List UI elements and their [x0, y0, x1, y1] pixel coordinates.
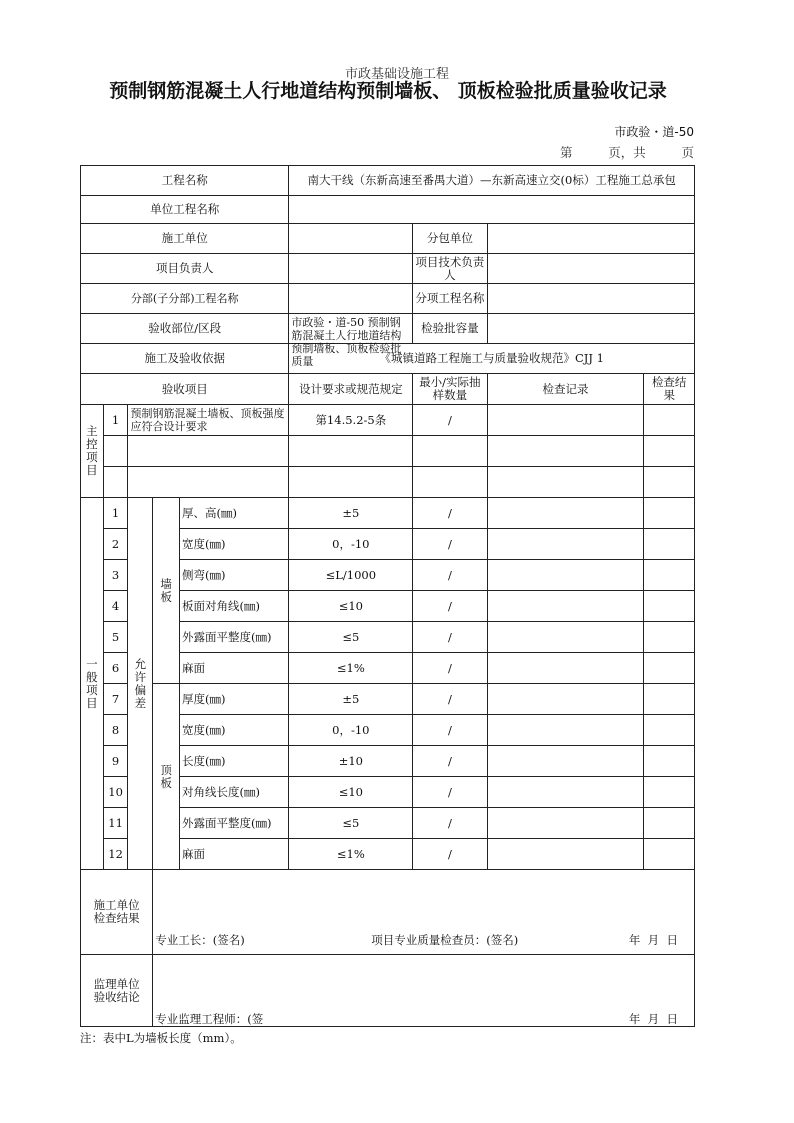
main-item-result[interactable]	[644, 405, 695, 436]
general-item-sample: /	[413, 808, 487, 839]
row-column-headers	[81, 374, 695, 405]
general-row-1	[81, 498, 695, 529]
general-item-sample: /	[413, 560, 487, 591]
basis-label: 施工及验收依据	[81, 344, 289, 374]
contractor-value[interactable]	[289, 224, 413, 254]
main-row-1	[81, 405, 695, 436]
main-item-no: 1	[103, 405, 128, 436]
row-unit-project	[81, 196, 695, 224]
row-contractor	[81, 224, 695, 254]
general-item-result[interactable]	[644, 808, 695, 839]
col-sample: 最小/实际抽样数量	[413, 374, 487, 405]
page-ye-gong: 页，共	[608, 145, 646, 160]
general-item-record[interactable]	[487, 839, 644, 870]
roof-panel-label	[153, 684, 180, 870]
location-value-text: 市政验・道-50 预制钢筋混凝土人行地道结构预制墙板、顶板检验批质量	[291, 315, 402, 368]
location-label: 验收部位/区段	[81, 314, 289, 344]
main-item-sample: /	[413, 405, 487, 436]
location-value	[289, 314, 413, 368]
general-item-result[interactable]	[644, 746, 695, 777]
general-item-no: 1	[103, 498, 128, 529]
general-item-name: 麻面	[180, 839, 289, 870]
row-subdivision	[81, 284, 695, 314]
general-item-spec: ±5	[289, 684, 413, 715]
general-item-record[interactable]	[487, 777, 644, 808]
general-item-no: 7	[103, 684, 128, 715]
subcontractor-label: 分包单位	[413, 224, 487, 254]
supervisor-area[interactable]	[153, 955, 695, 1027]
main-item-spec: 第14.5.2-5条	[289, 405, 413, 436]
contractor-check-text: 施工单位检查结果	[93, 898, 140, 925]
project-name-value: 南大干线（东新高速至番禺大道）—东新高速立交(0标）工程施工总承包	[289, 166, 695, 196]
general-item-spec: ≤5	[289, 622, 413, 653]
general-item-sample: /	[413, 746, 487, 777]
general-item-result[interactable]	[644, 653, 695, 684]
general-item-sample: /	[413, 622, 487, 653]
general-item-sample: /	[413, 653, 487, 684]
supervisor-label	[81, 955, 153, 1027]
allow-deviation-text: 允许偏差	[134, 656, 147, 710]
wall-panel-label	[153, 498, 180, 684]
unit-project-label: 单位工程名称	[81, 196, 289, 224]
contractor-check-label	[81, 870, 153, 955]
capacity-value[interactable]	[487, 314, 694, 344]
general-item-record[interactable]	[487, 715, 644, 746]
supervisor-date: 年 月 日	[628, 1012, 678, 1026]
main-row-2	[81, 436, 695, 467]
general-item-spec: 0，-10	[289, 715, 413, 746]
col-item: 验收项目	[81, 374, 289, 405]
general-item-no: 5	[103, 622, 128, 653]
general-item-no: 3	[103, 560, 128, 591]
row-supervisor	[81, 955, 695, 1027]
general-item-no: 8	[103, 715, 128, 746]
wall-panel-text: 墙板	[160, 576, 172, 604]
general-item-spec: 0，-10	[289, 529, 413, 560]
general-item-sample: /	[413, 777, 487, 808]
general-item-record[interactable]	[487, 622, 644, 653]
general-item-sample: /	[413, 529, 487, 560]
general-item-record[interactable]	[487, 808, 644, 839]
general-item-name: 宽度(㎜)	[180, 529, 289, 560]
supervisor-engineer-signature: 专业监理工程师：(签	[155, 1012, 264, 1026]
general-item-name: 对角线长度(㎜)	[180, 777, 289, 808]
quality-inspector-signature: 项目专业质量检查员：(签名)	[371, 933, 519, 947]
general-item-no: 10	[103, 777, 128, 808]
col-record: 检查记录	[487, 374, 644, 405]
page-di: 第	[560, 145, 573, 160]
general-item-no: 12	[103, 839, 128, 870]
subcontractor-value[interactable]	[487, 224, 694, 254]
main-item-name: 预制钢筋混凝土墙板、顶板强度应符合设计要求	[128, 405, 289, 436]
general-item-name: 厚度(㎜)	[180, 684, 289, 715]
inspection-table	[80, 165, 695, 1027]
general-item-name: 外露面平整度(㎜)	[180, 622, 289, 653]
general-item-result[interactable]	[644, 622, 695, 653]
basis-value: 《城镇道路工程施工与质量验收规范》CJJ 1	[289, 344, 695, 374]
row-managers	[81, 254, 695, 284]
general-item-record[interactable]	[487, 746, 644, 777]
general-label-text: 一般项目	[86, 656, 98, 710]
project-name-label: 工程名称	[81, 166, 289, 196]
col-result: 检查结果	[644, 374, 695, 405]
general-item-record[interactable]	[487, 591, 644, 622]
general-item-spec: ≤5	[289, 808, 413, 839]
general-item-spec: ±10	[289, 746, 413, 777]
general-item-name: 长度(㎜)	[180, 746, 289, 777]
general-item-no: 2	[103, 529, 128, 560]
contractor-label: 施工单位	[81, 224, 289, 254]
main-control-label	[81, 405, 104, 498]
general-item-name: 板面对角线(㎜)	[180, 591, 289, 622]
general-item-result[interactable]	[644, 684, 695, 715]
capacity-label: 检验批容量	[413, 314, 487, 344]
general-item-no: 6	[103, 653, 128, 684]
main-item-record[interactable]	[487, 405, 644, 436]
form-category: 市政基础设施工程	[344, 67, 449, 82]
general-item-name: 宽度(㎜)	[180, 715, 289, 746]
general-item-spec: ≤L/1000	[289, 560, 413, 591]
project-manager-label: 项目负责人	[81, 254, 289, 284]
page-info	[560, 143, 694, 161]
main-control-label-text: 主控项目	[86, 424, 98, 477]
general-item-sample: /	[413, 498, 487, 529]
project-manager-value[interactable]	[289, 254, 413, 284]
row-project-name	[81, 166, 695, 196]
row-location	[81, 314, 695, 344]
allow-deviation-label	[128, 498, 153, 870]
general-item-result[interactable]	[644, 715, 695, 746]
general-item-sample: /	[413, 591, 487, 622]
general-item-spec: ≤1%	[289, 653, 413, 684]
general-item-record[interactable]	[487, 529, 644, 560]
subdivision-label: 分部(子分部)工程名称	[81, 284, 289, 314]
general-item-spec: ≤1%	[289, 839, 413, 870]
general-item-no: 11	[103, 808, 128, 839]
tech-manager-label: 项目技术负责人	[413, 254, 487, 284]
general-item-name: 麻面	[180, 653, 289, 684]
general-item-record[interactable]	[487, 498, 644, 529]
form-title: 预制钢筋混凝土人行地道结构预制墙板、 顶板检验批质量验收记录	[109, 80, 667, 102]
general-item-record[interactable]	[487, 653, 644, 684]
contractor-date: 年 月 日	[628, 933, 678, 947]
tech-manager-value[interactable]	[487, 254, 694, 284]
general-item-result[interactable]	[644, 529, 695, 560]
general-item-result[interactable]	[644, 777, 695, 808]
general-item-result[interactable]	[644, 839, 695, 870]
general-item-name: 侧弯(㎜)	[180, 560, 289, 591]
row-contractor-check	[81, 870, 695, 955]
general-item-result[interactable]	[644, 591, 695, 622]
general-item-no: 4	[103, 591, 128, 622]
col-design: 设计要求或规范规定	[289, 374, 413, 405]
general-item-sample: /	[413, 684, 487, 715]
general-item-sample: /	[413, 839, 487, 870]
general-item-sample: /	[413, 715, 487, 746]
general-item-spec: ≤10	[289, 777, 413, 808]
general-item-record[interactable]	[487, 560, 644, 591]
general-label	[81, 498, 104, 870]
supervisor-label-text: 监理单位验收结论	[93, 976, 140, 1004]
form-code: 市政验・道-50	[614, 125, 694, 139]
roof-panel-text: 顶板	[160, 762, 172, 790]
main-row-3	[81, 467, 695, 498]
page-ye: 页	[681, 145, 694, 160]
general-item-record[interactable]	[487, 684, 644, 715]
unit-project-value[interactable]	[289, 196, 695, 224]
general-item-result[interactable]	[644, 560, 695, 591]
general-item-name: 厚、高(㎜)	[180, 498, 289, 529]
general-item-spec: ±5	[289, 498, 413, 529]
foreman-signature: 专业工长：(签名)	[155, 933, 245, 947]
subdivision-value[interactable]	[289, 284, 413, 314]
sub-item-label: 分项工程名称	[413, 284, 487, 314]
general-item-name: 外露面平整度(㎜)	[180, 808, 289, 839]
general-item-spec: ≤10	[289, 591, 413, 622]
general-item-no: 9	[103, 746, 128, 777]
footnote: 注：表中L为墙板长度（mm）。	[80, 1031, 242, 1045]
general-item-result[interactable]	[644, 498, 695, 529]
general-row-7	[81, 684, 695, 715]
sub-item-value[interactable]	[487, 284, 694, 314]
contractor-check-area[interactable]	[153, 870, 695, 955]
